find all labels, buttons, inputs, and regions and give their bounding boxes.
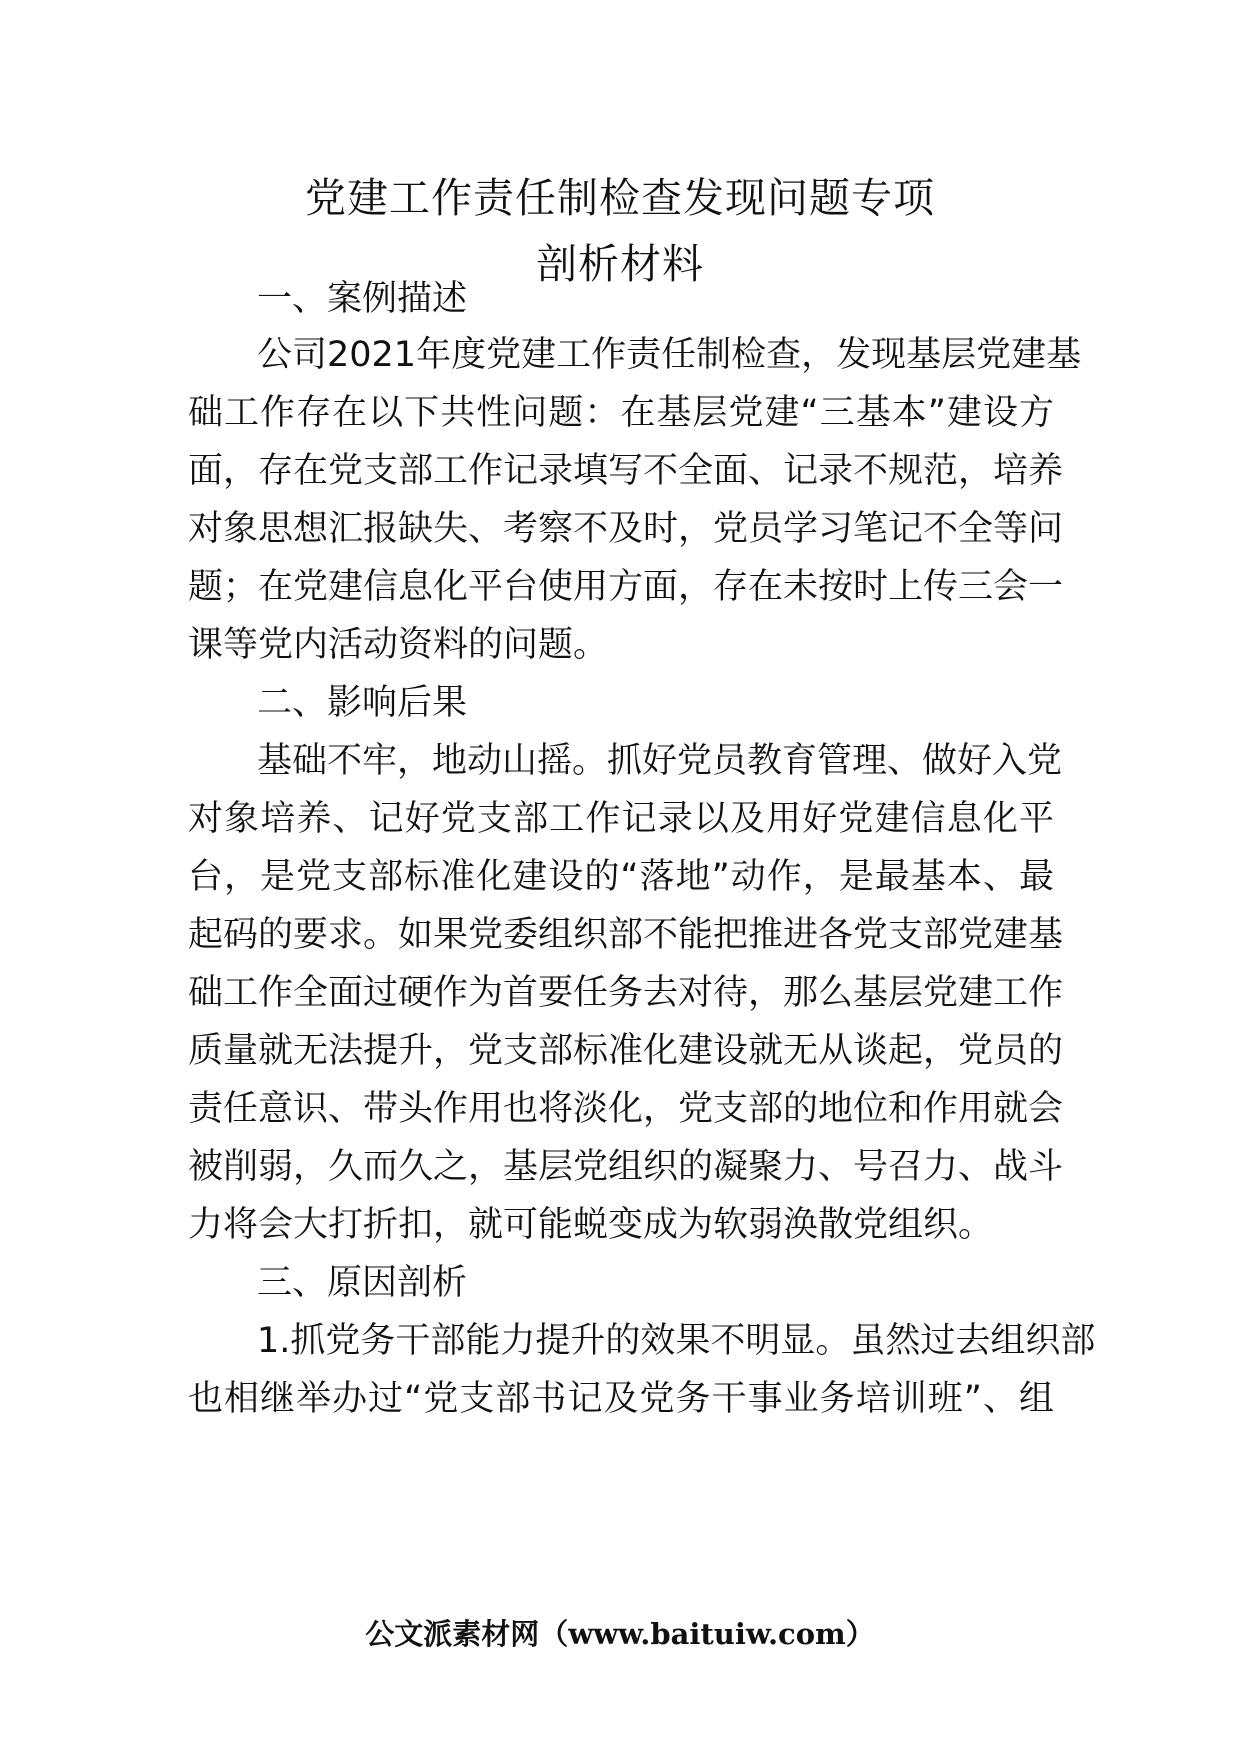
section1-line: 础工作存在以下共性问题：在基层党建“三基本”建设方 — [188, 393, 1054, 433]
section2-line: 台，是党支部标准化建设的“落地”动作，是最基本、最 — [188, 857, 1054, 897]
section2-line: 责任意识、带头作用也将淡化，党支部的地位和作用就会 — [188, 1089, 1064, 1129]
section1-heading: 一、案例描述 — [257, 279, 468, 319]
section1-line: 面，存在党支部工作记录填写不全面、记录不规范，培养 — [188, 451, 1064, 491]
section2-heading: 二、影响后果 — [257, 683, 468, 723]
section3-line: 也相继举办过“党支部书记及党务干事业务培训班”、组 — [188, 1379, 1054, 1419]
section2-line: 起码的要求。如果党委组织部不能把推进各党支部党建基 — [188, 915, 1064, 955]
document-title-line2: 剖析材料 — [536, 240, 704, 288]
section3-line: 1.抓党务干部能力提升的效果不明显。虽然过去组织部 — [257, 1321, 1096, 1361]
section1-line: 对象思想汇报缺失、考察不及时，党员学习笔记不全等问 — [188, 509, 1064, 549]
section3-heading: 三、原因剖析 — [257, 1263, 468, 1303]
section2-line: 被削弱，久而久之，基层党组织的凝聚力、号召力、战斗 — [188, 1147, 1064, 1187]
section1-line: 课等党内活动资料的问题。 — [188, 625, 609, 665]
section2-line: 础工作全面过硬作为首要任务去对待，那么基层党建工作 — [188, 973, 1064, 1013]
footer-watermark: 公文派素材网（www.baituiw.com） — [365, 1617, 875, 1651]
section1-line: 题；在党建信息化平台使用方面，存在未按时上传三会一 — [188, 567, 1064, 607]
section1-line: 公司2021年度党建工作责任制检查，发现基层党建基 — [257, 335, 1082, 375]
section2-line: 对象培养、记好党支部工作记录以及用好党建信息化平 — [188, 799, 1054, 839]
section2-line: 基础不牢，地动山摇。抓好党员教育管理、做好入党 — [257, 741, 1063, 781]
section2-line: 力将会大打折扣，就可能蜕变成为软弱涣散党组织。 — [188, 1205, 994, 1245]
section2-line: 质量就无法提升，党支部标准化建设就无从谈起，党员的 — [188, 1031, 1064, 1071]
document-title-line1: 党建工作责任制检查发现问题专项 — [305, 174, 935, 222]
